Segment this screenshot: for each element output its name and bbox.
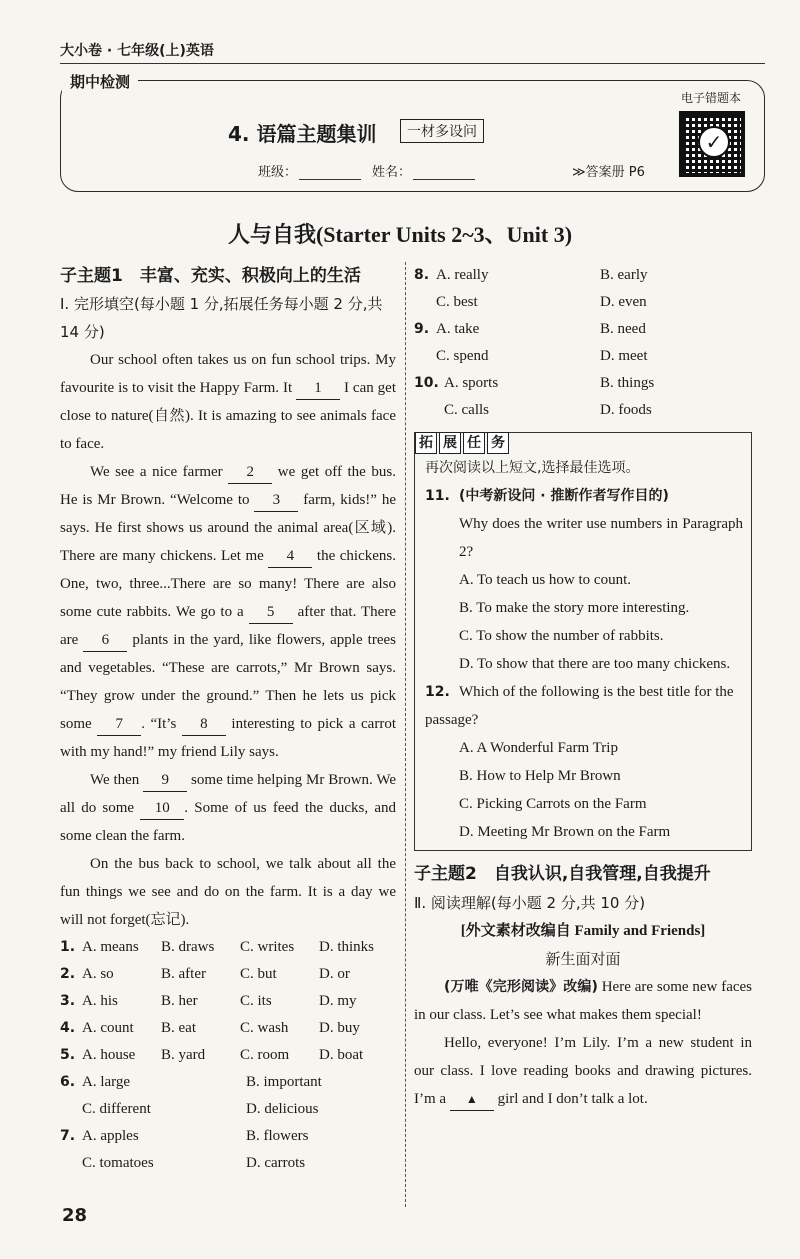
triangle-icon: ▲	[465, 1092, 478, 1106]
question-9-options: 9. A. take B. need	[414, 316, 752, 343]
column-divider	[405, 262, 406, 1207]
cloze-blank-10[interactable]: 10	[140, 797, 184, 820]
extension-task-box	[414, 432, 752, 851]
option[interactable]: A. his	[82, 993, 118, 1009]
option[interactable]: A. really	[436, 267, 489, 283]
option[interactable]: B. important	[246, 1074, 322, 1090]
option[interactable]: A. To teach us how to count.	[459, 572, 631, 588]
option[interactable]: D. carrots	[246, 1155, 306, 1171]
option[interactable]: C. best	[436, 294, 478, 310]
option[interactable]: B. early	[600, 267, 648, 283]
question-7-options: 7. A. apples B. flowers	[60, 1123, 396, 1150]
option[interactable]: B. To make the story more interesting.	[459, 600, 690, 616]
option[interactable]: C. its	[240, 993, 272, 1009]
question-12: 12. Which of the following is the best title for the passage?	[425, 684, 734, 728]
option[interactable]: C. room	[240, 1047, 290, 1063]
option[interactable]: D. even	[600, 294, 647, 310]
question-11-text: Why does the writer use numbers in Paragraph 2?	[459, 516, 743, 560]
question-1-options: 1. A. means B. draws C. writes D. thinks	[60, 934, 396, 961]
question-3-options: 3. A. his B. her C. its D. my	[60, 988, 396, 1015]
cloze-paragraph-3: We then 9 some time helping Mr Brown. We all do some 10 . Some of us feed the ducks, and some clean the farm.	[60, 766, 396, 850]
cloze-blank-2[interactable]: 2	[228, 461, 272, 484]
option[interactable]: A. A Wonderful Farm Trip	[459, 740, 618, 756]
option[interactable]: B. yard	[161, 1047, 206, 1063]
option[interactable]: D. delicious	[246, 1101, 319, 1117]
reading-intro: (万唯《完形阅读》改编) Here are some new faces in our class. Let’s see what makes them special!	[414, 979, 752, 1023]
answer-reference: ≫答案册 P6	[572, 165, 645, 180]
header-divider	[60, 63, 765, 64]
task-instruction: 再次阅读以上短文,选择最佳选项。	[425, 460, 640, 476]
subtopic-2-title: 子主题2 自我认识,自我管理,自我提升	[414, 864, 711, 884]
cloze-blank-3[interactable]: 3	[254, 489, 298, 512]
option[interactable]: B. her	[161, 993, 198, 1009]
option[interactable]: D. thinks	[319, 939, 375, 955]
left-column	[60, 262, 396, 1177]
extension-task-tag: 拓 展 任 务	[415, 432, 743, 454]
option[interactable]: D. buy	[319, 1020, 360, 1036]
option[interactable]: C. tomatoes	[82, 1155, 154, 1171]
option[interactable]: D. boat	[319, 1047, 364, 1063]
option[interactable]: B. How to Help Mr Brown	[459, 768, 621, 784]
cloze-blank-7[interactable]: 7	[97, 713, 141, 736]
cloze-paragraph-1: Our school often takes us on fun school trips. My favourite is to visit the Happy Farm. It 1 I can get close to nature(自然). It is amazing to see animals face to face.	[60, 352, 396, 452]
qr-label: 电子错题本	[678, 89, 744, 106]
option[interactable]: D. foods	[600, 402, 652, 418]
cloze-blank-4[interactable]: 4	[268, 545, 312, 568]
checkmark-icon: ✓	[698, 126, 730, 158]
cloze-blank-8[interactable]: 8	[182, 713, 226, 736]
option[interactable]: C. writes	[240, 939, 295, 955]
passage-title: 新生面对面	[545, 950, 621, 968]
option[interactable]: A. sports	[444, 375, 499, 391]
option[interactable]: C. but	[240, 966, 277, 982]
option[interactable]: C. spend	[436, 348, 489, 364]
question-6-options: 6. A. large B. important	[60, 1069, 396, 1096]
page-number: 28	[62, 1205, 88, 1226]
option[interactable]: D. or	[319, 966, 350, 982]
reading-section-heading: Ⅱ. 阅读理解(每小题 2 分,共 10 分)	[414, 894, 646, 912]
option[interactable]: D. my	[319, 993, 357, 1009]
option[interactable]: A. large	[82, 1074, 131, 1090]
cloze-blank-1[interactable]: 1	[296, 377, 340, 400]
option[interactable]: D. To show that there are too many chickens.	[459, 656, 731, 672]
option[interactable]: B. need	[600, 321, 646, 337]
option[interactable]: A. so	[82, 966, 114, 982]
name-blank[interactable]	[413, 168, 475, 180]
class-field[interactable]	[258, 161, 361, 180]
question-8-options: 8. A. really B. early	[414, 262, 752, 289]
right-column	[414, 262, 752, 1113]
cloze-blank-5[interactable]: 5	[249, 601, 293, 624]
cloze-paragraph-4: On the bus back to school, we talk about all the fun things we see and do on the farm. It is a day we will not forget(忘记).	[60, 856, 396, 928]
question-4-options: 4. A. count B. eat C. wash D. buy	[60, 1015, 396, 1042]
section-tag: 一材多设问	[400, 119, 484, 143]
cloze-section-heading: Ⅰ. 完形填空(每小题 1 分,拓展任务每小题 2 分,共 14 分)	[60, 295, 383, 341]
option[interactable]: C. wash	[240, 1020, 289, 1036]
cloze-paragraph-2: We see a nice farmer 2 we get off the bus. He is Mr Brown. “Welcome to 3 farm, kids!” he says. He first shows us around the animal area(区域). There are many chickens. Let me 4 the chickens. One, two, three...There are so many! There are also some cute rabbits. We go to a 5 after that. There are 6 plants in the yard, like flowers, apple trees and vegetables. “These are carrots,” Mr Brown says. “They grow under the ground.” Then he lets us pick some 7 . “It’s 8 interesting to pick a carrot with my hand!” my friend Lily says.	[60, 458, 396, 766]
question-5-options: 5. A. house B. yard C. room D. boat	[60, 1042, 396, 1069]
name-label: 姓名：	[372, 165, 412, 180]
option[interactable]: B. draws	[161, 939, 215, 955]
class-blank[interactable]	[299, 168, 361, 180]
option[interactable]: A. count	[82, 1020, 134, 1036]
option[interactable]: C. calls	[444, 402, 489, 418]
section-title: 4. 语篇主题集训	[228, 122, 377, 146]
cloze-blank-9[interactable]: 9	[143, 769, 187, 792]
reading-paragraph-1: Hello, everyone! I’m Lily. I’m a new student in our class. I love reading books and drawing pictures. I’m a ▲ girl and I don’t talk a lot.	[414, 1029, 752, 1113]
cloze-blank-6[interactable]: 6	[83, 629, 127, 652]
option[interactable]: B. flowers	[246, 1128, 309, 1144]
option[interactable]: A. take	[436, 321, 480, 337]
question-10-options: 10. A. sports B. things	[414, 370, 752, 397]
book-title: 大小卷 · 七年级(上)英语	[60, 43, 214, 59]
reading-blank[interactable]	[450, 1088, 494, 1111]
name-field[interactable]	[372, 161, 475, 180]
source-note: [外文素材改编自 Family and Friends]	[460, 923, 706, 939]
question-2-options: 2. A. so B. after C. but D. or	[60, 961, 396, 988]
option[interactable]: B. after	[161, 966, 206, 982]
option[interactable]: C. Picking Carrots on the Farm	[459, 796, 647, 812]
option[interactable]: C. To show the number of rabbits.	[459, 628, 664, 644]
class-label: 班级：	[258, 165, 298, 180]
option[interactable]: A. house	[82, 1047, 136, 1063]
subtopic-1-title: 子主题1 丰富、充实、积极向上的生活	[60, 266, 361, 286]
option[interactable]: D. meet	[600, 348, 648, 364]
option[interactable]: B. things	[600, 375, 655, 391]
option[interactable]: A. means	[82, 939, 139, 955]
question-11: 11. (中考新设问 · 推断作者写作目的)	[425, 488, 669, 504]
exam-label: 期中检测	[62, 71, 138, 92]
option[interactable]: B. eat	[161, 1020, 196, 1036]
option[interactable]: C. different	[82, 1101, 151, 1117]
unit-heading: 人与自我(Starter Units 2~3、Unit 3)	[227, 222, 573, 247]
option[interactable]: A. apples	[82, 1128, 139, 1144]
option[interactable]: D. Meeting Mr Brown on the Farm	[459, 824, 671, 840]
